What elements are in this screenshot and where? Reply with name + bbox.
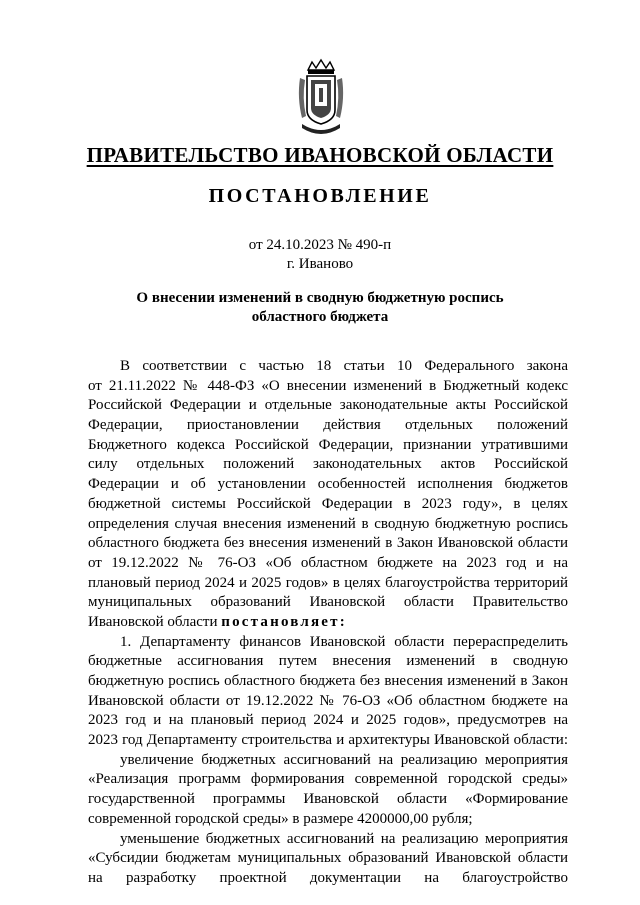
body-line: 1. Департаменту финансов Ивановской области перераспределить (120, 633, 568, 650)
body-line-decree (88, 613, 568, 633)
body-line: современной городской среды» в размере 4200000,00 рубля; (88, 810, 473, 827)
coat-of-arms-icon (296, 58, 346, 140)
body-line: бюджетной системы Российской Федерации в 2023 году», в целях (88, 495, 568, 512)
decree-suffix: : (339, 613, 347, 630)
document-type: ПОСТАНОВЛЕНИЕ (208, 185, 432, 207)
body-line: муниципальных образований Ивановской области Правительство (88, 594, 568, 611)
body-line: «Реализация программ формирования современной городской среды» (88, 771, 568, 788)
body-line: Российской Федерации и отдельные законодательные акты Российской (88, 397, 568, 414)
body-line: В соответствии с частью 18 статьи 10 Федерального закона (120, 358, 568, 374)
body-line: государственной программы Ивановской области «Формирование (88, 791, 568, 808)
document-date-number: от 24.10.2023 № 490-п (248, 237, 392, 253)
body-line: от 21.11.2022 № 448-ФЗ «О внесении изменений в Бюджетный кодекс (88, 377, 568, 394)
body-line: Ивановской области от 19.12.2022 № 76-ОЗ «Об областном бюджете на (88, 692, 568, 709)
body-line: «Субсидии бюджетам муниципальных образований Ивановской области (88, 850, 568, 867)
body-line: Федерации и об установлении особенностей исполнения бюджетов (88, 476, 568, 493)
organization-name: ПРАВИТЕЛЬСТВО ИВАНОВСКОЙ ОБЛАСТИ (86, 143, 554, 167)
body-line: определения случая внесения изменений в сводную бюджетную роспись (88, 515, 568, 532)
body-line: Бюджетного кодекса Российской Федерации, признании утратившими (88, 436, 568, 453)
body-line: Федерации, приостановлении действия отдельных положений (88, 417, 568, 434)
body-line: на разработку проектной документации на благоустройство (88, 869, 568, 886)
body-line: бюджетные ассигнования путем внесения изменений в сводную (88, 653, 568, 670)
body-line: областного бюджета без внесения изменений в Закон Ивановской области (88, 535, 568, 552)
body-line: увеличение бюджетных ассигнований на реализацию мероприятия (120, 751, 568, 768)
body-line: от 19.12.2022 № 76-ОЗ «Об областном бюджете на 2023 год и на (88, 554, 568, 571)
body-line: Ивановской области (88, 613, 218, 630)
body-line: 2023 год и на плановый период 2024 и 2025 годов», предусмотрев на (88, 712, 568, 729)
body-line: бюджетную роспись областного бюджета без внесения изменений в Закон (88, 673, 568, 689)
document-city: г. Иваново (286, 256, 354, 272)
title-line: О внесении изменений в сводную бюджетную роспись (136, 290, 504, 306)
body-line: плановый период 2024 и 2025 годов» в целях благоустройства территорий (88, 574, 568, 591)
body-line: силу отдельных положений законодательных актов Российской (88, 456, 568, 473)
decree-word: постановляет (221, 613, 340, 630)
body-line: 2023 год Департаменту строительства и архитектуры Ивановской области: (88, 732, 568, 749)
title-line: областного бюджета (251, 309, 389, 325)
body-line: уменьшение бюджетных ассигнований на реализацию мероприятия (120, 830, 568, 847)
document-body (88, 357, 568, 889)
document-title (0, 289, 640, 327)
